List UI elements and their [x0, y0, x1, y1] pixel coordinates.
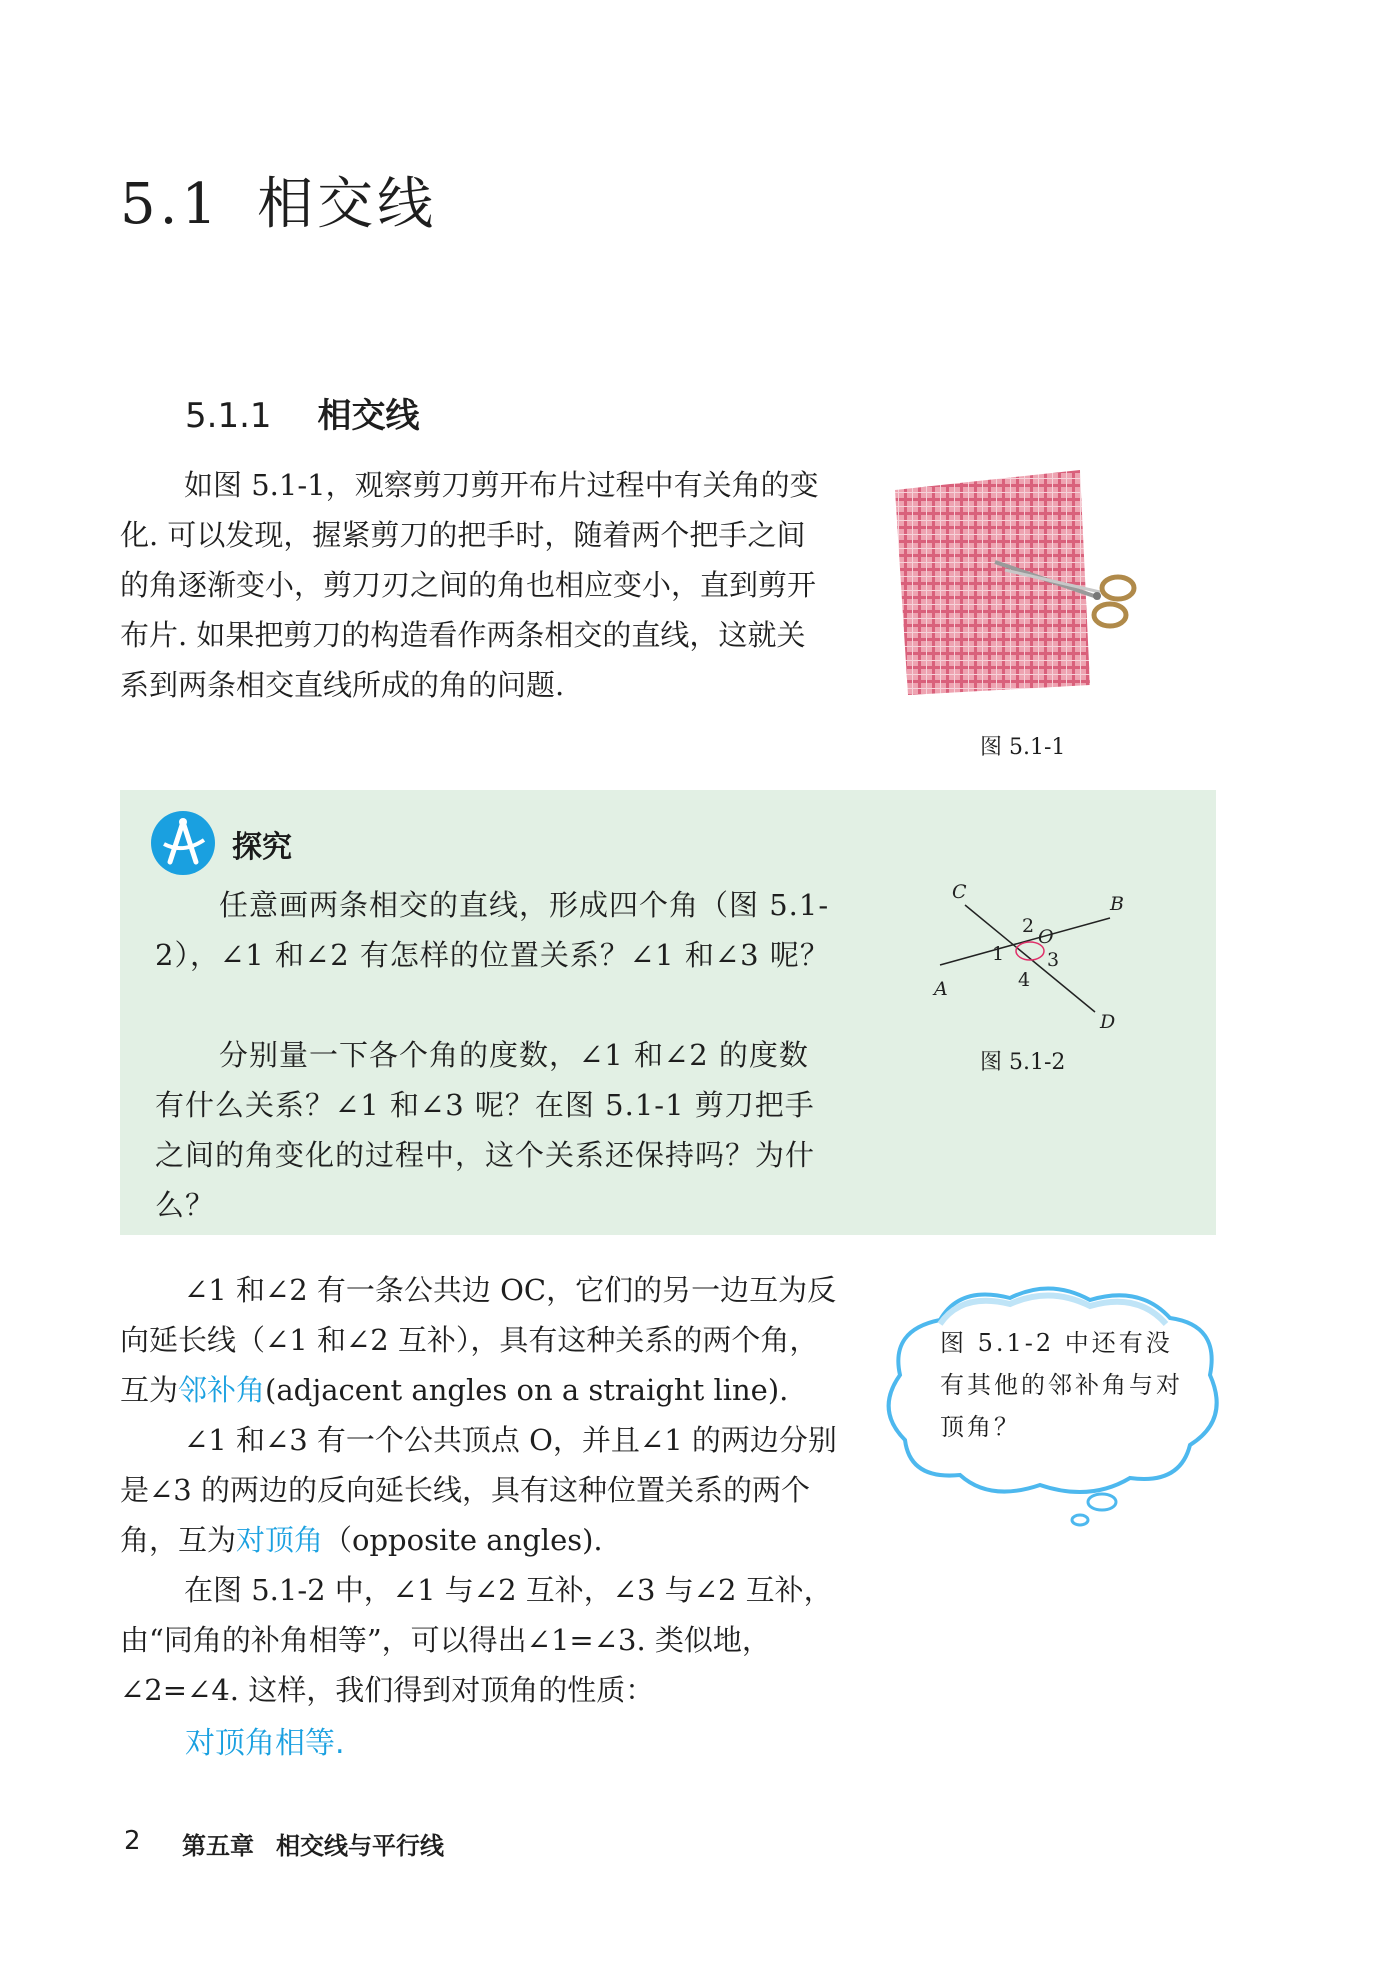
label-angle-4: 4: [1018, 969, 1031, 991]
explore-label: 探究: [232, 830, 292, 865]
chapter-number: 5.1: [120, 172, 222, 237]
property-statement: 对顶角相等.: [185, 1726, 345, 1761]
section-title-text: 相交线: [317, 396, 420, 436]
body-paragraph-2: ∠1 和∠3 有一个公共顶点 O，并且∠1 的两边分别是∠3 的两边的反向延长线，具有这种位置关系的两个角，互为对顶角（opposite angles).: [120, 1423, 837, 1557]
intro-paragraph: 如图 5.1-1，观察剪刀剪开布片过程中有关角的变化. 可以发现，握紧剪刀的把手时，随着两个把手之间的角逐渐变小，剪刀刃之间的角也相应变小，直到剪开布片. 如果把剪刀的构造看作两条相交的直线，这就关系到两条相交直线所成的角的问题.: [120, 468, 819, 702]
label-angle-2: 2: [1022, 915, 1035, 937]
chapter-title-text: 相交线: [257, 172, 438, 237]
footer-chapter: [182, 1826, 444, 1861]
fabric-scissors-figure: [890, 470, 1160, 710]
term-adjacent-angles: 邻补角: [178, 1373, 266, 1407]
body-paragraph-3: 在图 5.1-2 中，∠1 与∠2 互补，∠3 与∠2 互补，由“同角的补角相等”，可以得出∠1=∠3. 类似地，∠2=∠4. 这样，我们得到对顶角的性质：: [120, 1573, 833, 1707]
chapter-title: [120, 160, 437, 240]
explore-paragraph-1: 任意画两条相交的直线，形成四个角（图 5.1-2），∠1 和∠2 有怎样的位置关系？∠1 和∠3 呢？: [155, 888, 830, 972]
compass-icon: [150, 810, 216, 876]
page-number: 2: [124, 1826, 141, 1856]
footer-chapter-title: 相交线与平行线: [276, 1831, 444, 1860]
section-title: [185, 388, 420, 437]
label-b: B: [1110, 893, 1124, 915]
label-angle-1: 1: [992, 943, 1005, 965]
figure2-caption: 图 5.1-2: [980, 1050, 1066, 1075]
figure1-caption: 图 5.1-1: [980, 735, 1066, 760]
label-d: D: [1100, 1011, 1116, 1030]
cloud-note: 图 5.1-2 中还有没有其他的邻补角与对顶角？: [940, 1329, 1183, 1441]
section-number: 5.1.1: [185, 396, 272, 436]
label-a: A: [934, 978, 948, 1000]
explore-paragraph-2: 分别量一下各个角的度数，∠1 和∠2 的度数有什么关系？∠1 和∠3 呢？在图 5.1-1 剪刀把手之间的角变化的过程中，这个关系还保持吗？为什么？: [155, 1038, 816, 1222]
intersecting-lines-figure: [920, 880, 1140, 1030]
body-paragraph-1: ∠1 和∠2 有一条公共边 OC，它们的另一边互为反向延长线（∠1 和∠2 互补），具有这种关系的两个角，互为邻补角(adjacent angles on a straight line).: [120, 1273, 837, 1407]
term-opposite-angles: 对顶角: [236, 1523, 324, 1557]
footer-chapter-label: 第五章: [182, 1831, 254, 1860]
label-c: C: [952, 881, 967, 903]
label-angle-3: 3: [1047, 949, 1060, 971]
label-o: O: [1038, 926, 1054, 948]
